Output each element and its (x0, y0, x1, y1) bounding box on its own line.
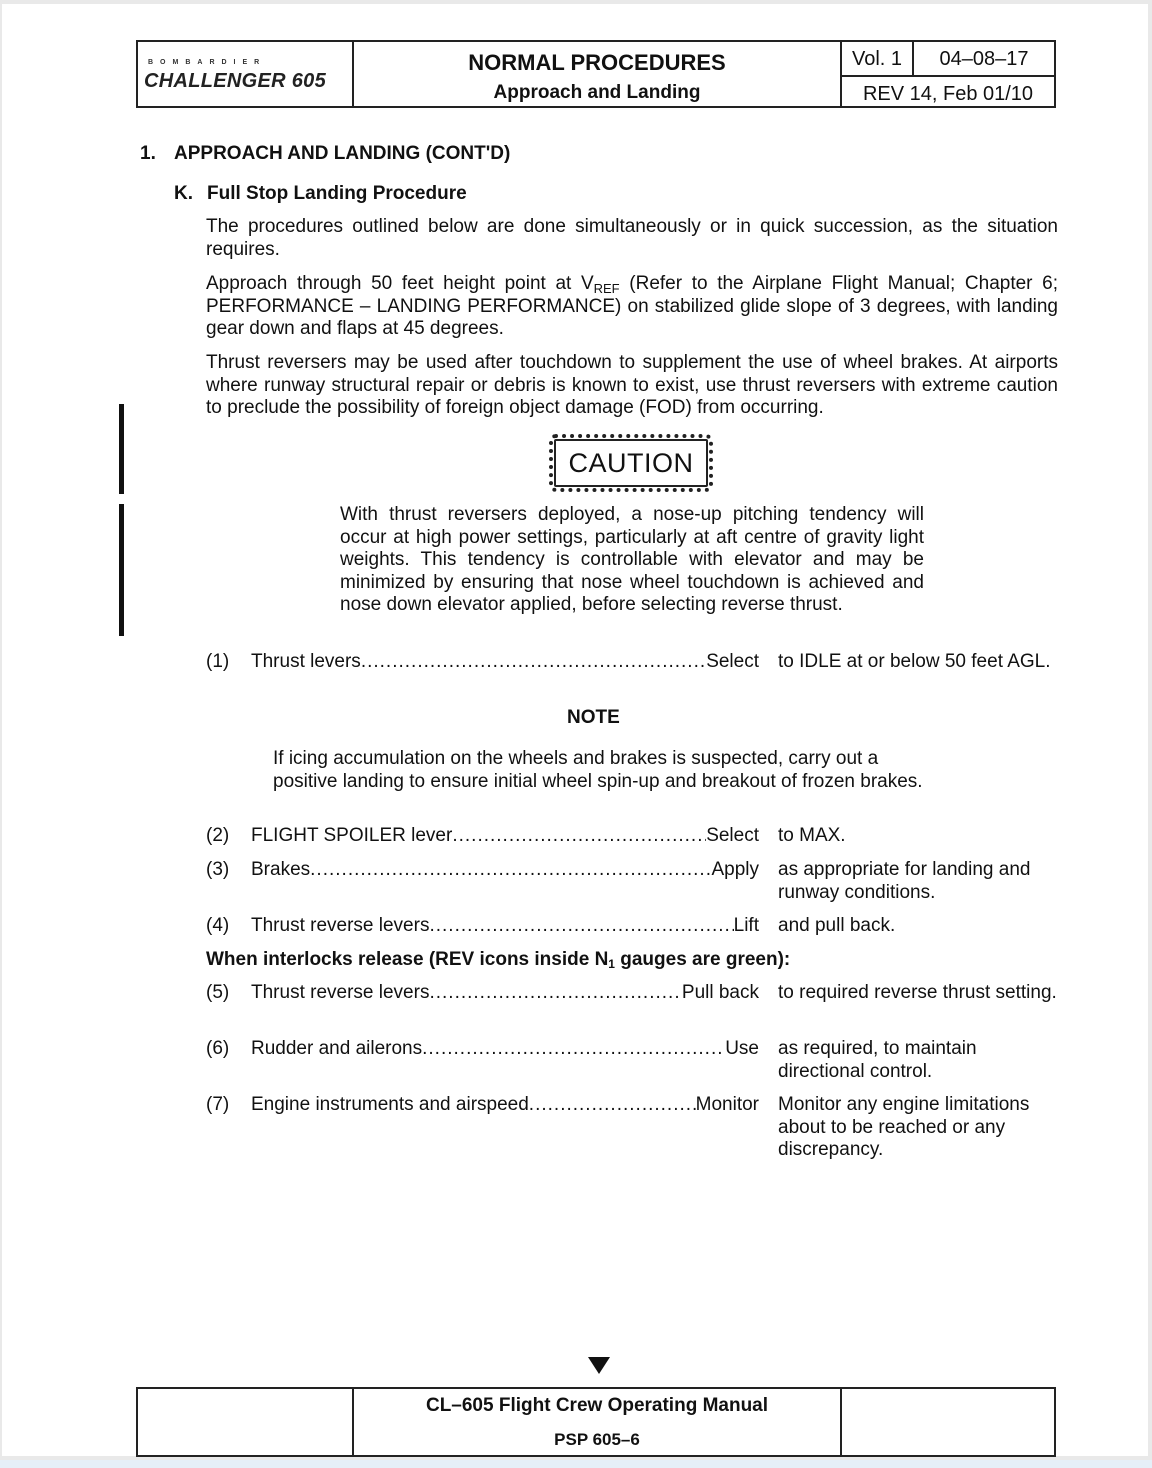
step-number: (3) (206, 859, 230, 880)
viewer-bottom-edge (0, 1460, 1152, 1468)
challenger-logo (138, 42, 354, 106)
continue-triangle-icon (588, 1357, 610, 1374)
volume-label: Vol. 1 (842, 42, 914, 75)
revision-label: REV 14, Feb 01/10 (862, 83, 1034, 105)
footer-right-cell (842, 1389, 1054, 1455)
leader-dots (452, 825, 706, 848)
n1-subscript: 1 (608, 957, 615, 971)
vref-subscript: REF (593, 281, 620, 296)
leader-dots (529, 1094, 696, 1117)
step-number: (5) (206, 982, 230, 1003)
subsection-heading (174, 183, 467, 205)
step-item: Thrust reverse levers (251, 915, 430, 936)
step-action: Pull back (681, 982, 759, 1003)
footer-left-cell (138, 1389, 354, 1455)
subsection-title: Full Stop Landing Procedure (207, 183, 467, 204)
interlock-text-pre: When interlocks release (REV icons inside N (206, 949, 609, 970)
section-number: 1. (140, 143, 156, 164)
step-detail: as required, to maintain directional control. (778, 1038, 977, 1082)
intro-paragraph: The procedures outlined below are done simultaneously or in quick succession, as the situation requires. (206, 216, 1058, 260)
approach-paragraph (206, 273, 1058, 341)
section-title: APPROACH AND LANDING (CONT'D) (174, 143, 511, 164)
step-item: Brakes (251, 859, 311, 880)
note-text: If icing accumulation on the wheels and brakes is suspected, carry out a positive landing to ensure initial wheel spin-up and breakout of frozen brakes. (273, 748, 923, 792)
step-action: Use (725, 1038, 759, 1059)
caution-text: With thrust reversers deployed, a nose-up pitching tendency will occur at high power settings, particularly at aft centre of gravity light weights. This tendency is controllable with elevator and may be minimized by ensuring that nose wheel touchdown is achieved and nose down elevator applied, before selecting reverse thrust. (340, 504, 924, 616)
reversers-paragraph: Thrust reversers may be used after touchdown to supplement the use of wheel brakes. At airports where runway structural repair or debris is known to exist, use thrust reversers with extreme caution to preclude the possibility of foreign object damage (FOD) from occurring. (206, 352, 1058, 418)
change-bar (119, 504, 124, 636)
step-detail: as appropriate for landing and runway conditions. (778, 859, 1031, 903)
manual-title: CL–605 Flight Crew Operating Manual (425, 1395, 769, 1416)
step-detail: and pull back. (778, 915, 896, 936)
step-action: Lift (733, 915, 759, 936)
step-detail: to MAX. (778, 825, 846, 846)
step-item: FLIGHT SPOILER lever (251, 825, 453, 846)
header-meta-cell (842, 42, 1054, 106)
interlock-heading (206, 949, 790, 971)
step-action: Monitor (695, 1094, 759, 1115)
section-code: 04–08–17 (939, 48, 1029, 70)
header-title-cell (354, 42, 842, 106)
document-page (2, 4, 1148, 1456)
approach-text-pre: Approach through 50 feet height point at V (206, 273, 594, 294)
step-item: Rudder and ailerons (251, 1038, 423, 1059)
leader-dots (310, 859, 711, 882)
step-action: Apply (711, 859, 759, 880)
step-detail: to IDLE at or below 50 feet AGL. (778, 651, 1051, 672)
step-item: Thrust reverse levers (251, 982, 430, 1003)
leader-dots (361, 651, 706, 674)
step-action: Select (706, 825, 759, 846)
leader-dots (422, 1038, 725, 1061)
step-detail: Monitor any engine limitations about to be reached or any discrepancy. (778, 1094, 1030, 1160)
document-subtitle: Approach and Landing (493, 82, 701, 103)
leader-dots (429, 915, 733, 938)
subsection-letter: K. (174, 183, 193, 204)
step-number: (4) (206, 915, 230, 936)
brand-small: BOMBARDIER (148, 59, 267, 66)
note-label: NOTE (567, 707, 620, 728)
section-heading (140, 143, 510, 165)
step-number: (2) (206, 825, 230, 846)
page-header (136, 40, 1056, 108)
step-number: (1) (206, 651, 230, 672)
interlock-text-post: gauges are green): (614, 949, 791, 970)
footer-center-cell (354, 1389, 842, 1455)
change-bar (119, 404, 124, 494)
step-action: Select (706, 651, 759, 672)
caution-label: CAUTION (549, 434, 713, 492)
step-detail: to required reverse thrust setting. (778, 982, 1057, 1003)
step-item: Engine instruments and airspeed (251, 1094, 529, 1115)
page-number: PSP 605–6 (554, 1430, 640, 1449)
leader-dots (429, 982, 681, 1005)
step-item: Thrust levers (251, 651, 361, 672)
step-number: (6) (206, 1038, 230, 1059)
brand-big: CHALLENGER 605 (144, 70, 327, 92)
approach-text-post: (Refer to the Airplane Flight Manual; Chapter 6; PERFORMANCE – LANDING PERFORMANCE) on stabilized glide slope of 3 degrees, with landing gear down and flaps at 45 degrees. (206, 273, 1059, 339)
document-title: NORMAL PROCEDURES (468, 50, 726, 75)
step-number: (7) (206, 1094, 230, 1115)
page-footer (136, 1387, 1056, 1457)
